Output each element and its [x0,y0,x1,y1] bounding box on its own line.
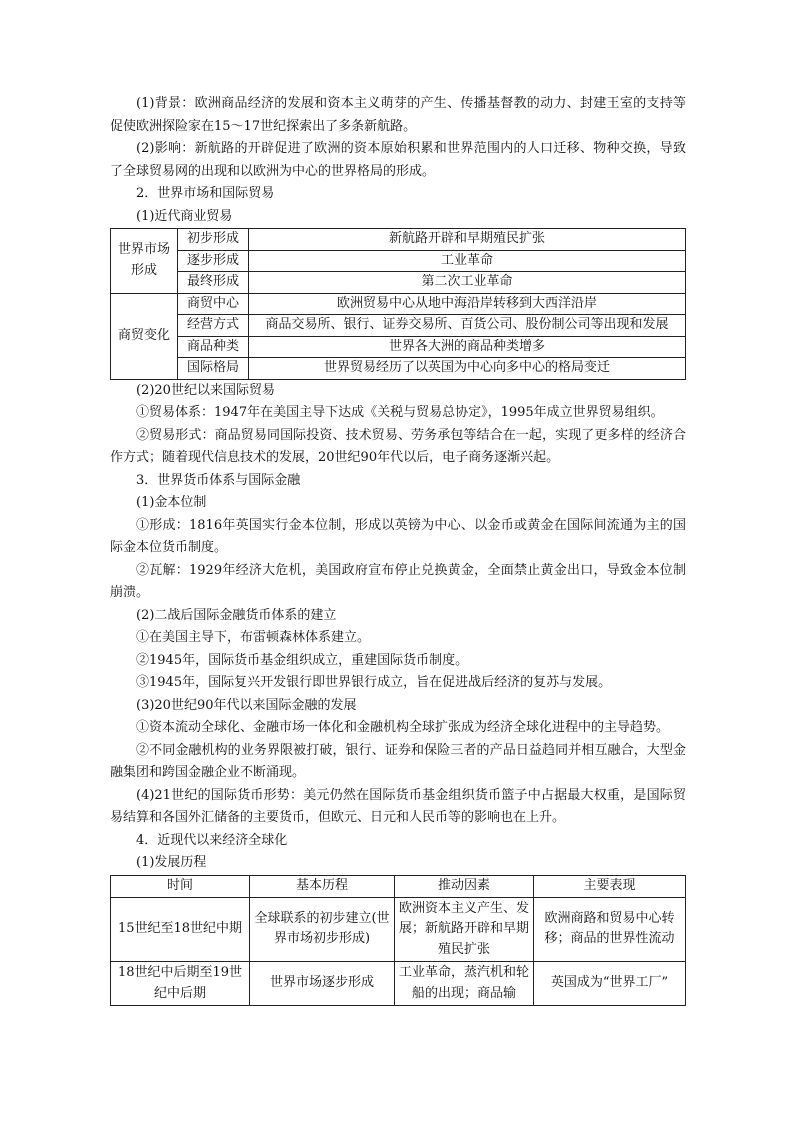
table-cell: 15世纪至18世纪中期 [111,897,250,962]
table-cell: 欧洲商路和贸易中心转移；商品的世界性流动 [534,897,686,962]
table-header-row [111,875,686,897]
section-heading-globalization: 4．近现代以来经济全球化 [136,832,288,848]
table-sub-cell: 国际格局 [178,358,249,380]
table-sub-cell: 商贸中心 [178,293,249,315]
table-row [111,250,686,272]
paragraph-bretton-woods: ①在美国主导下，布雷顿森林体系建立。 [136,630,371,645]
paragraph-trade-forms: ②贸易形式：商品贸易同国际投资、技术贸易、劳务承包等结合在一起，实现了更多样的经济合作方式；随着现代信息技术的发展，20世纪90年代以后，电子商务逐渐兴起。 [110,427,686,465]
table-header-manifestation: 主要表现 [534,875,686,897]
table-row [111,358,686,380]
table-cell: 18世纪中后期至19世纪中后期 [111,962,250,1006]
table-header-factors: 推动因素 [395,875,534,897]
subheading-postwar-system: (2)二战后国际金融货币体系的建立 [136,607,337,623]
subheading-gold-standard: (1)金本位制 [136,495,207,510]
table-sub-cell: 初步形成 [178,229,249,251]
table-text-cell: 工业革命 [249,250,686,272]
table-row [111,229,686,251]
subheading-20th-century-trade: (2)20世纪以来国际贸易 [136,382,275,398]
table-row [111,315,686,337]
section-heading-market-trade: 2．世界市场和国际贸易 [136,186,275,201]
paragraph-impact: (2)影响：新航路的开辟促进了欧洲的资本原始积累和世界范围内的人口迁移、物种交换，导致了全球贸易网的出现和以欧洲为中心的世界格局的形成。 [110,141,686,179]
table-header-time: 时间 [111,875,250,897]
table-row [111,272,686,294]
paragraph-background: (1)背景：欧洲商品经济的发展和资本主义萌芽的产生、传播基督教的动力、封建王室的支持等促使欧洲探险家在15～17世纪探索出了多条新航路。 [110,96,686,134]
table-text-cell: 世界贸易经历了以英国为中心向多中心的格局变迁 [249,358,686,380]
table-cell: 全球联系的初步建立(世界市场初步形成) [250,897,395,962]
paragraph-gold-formation: ①形成：1816年英国实行金本位制，形成以英镑为中心、以金币或黄金在国际间流通为主的国际金本位货币制度。 [110,517,686,555]
modern-trade-table [110,228,686,380]
paragraph-trade-system: ①贸易体系：1947年在美国主导下达成《关税与贸易总协定》，1995年成立世界贸易组织。 [136,405,664,420]
table-cell: 工业革命，蒸汽机和轮船的出现；商品输 [395,962,534,1006]
paragraph-imf: ②1945年，国际货币基金组织成立，重建国际货币制度。 [136,652,469,668]
subheading-modern-trade: (1)近代商业贸易 [136,208,233,224]
table-category-cell: 商贸变化 [111,293,178,379]
table-row [111,897,686,962]
table-row [111,336,686,358]
subheading-finance-since-90s: (3)20世纪90年代以来国际金融的发展 [136,697,357,713]
table-category-cell: 世界市场形成 [111,229,178,294]
document-content [110,93,686,1006]
paragraph-21st-century-currency: (4)21世纪的国际货币形势：美元仍然在国际货币基金组织货币篮子中占据最大权重，是国际贸易结算和各国外汇储备的主要货币，但欧元、日元和人民币等的影响也在上升。 [110,787,686,825]
section-heading-monetary-system: 3．世界货币体系与国际金融 [136,472,301,488]
table-row [111,293,686,315]
table-row [111,962,686,1006]
table-header-course: 基本历程 [250,875,395,897]
table-text-cell: 世界各大洲的商品种类增多 [249,336,686,358]
paragraph-world-bank: ③1945年，国际复兴开发银行即世界银行成立，旨在促进战后经济的复苏与发展。 [136,675,612,690]
table-text-cell: 第二次工业革命 [249,272,686,294]
paragraph-institution-merging: ②不同金融机构的业务界限被打破，银行、证券和保险三者的产品日益趋同并相互融合，大型金融集团和跨国金融企业不断涌现。 [110,742,686,780]
table-cell: 世界市场逐步形成 [250,962,395,1006]
table-text-cell: 新航路开辟和早期殖民扩张 [249,229,686,251]
table-sub-cell: 逐步形成 [178,250,249,272]
paragraph-capital-globalization: ①资本流动全球化、金融市场一体化和金融机构全球扩张成为经济全球化进程中的主导趋势。 [136,720,670,735]
table-text-cell: 欧洲贸易中心从地中海沿岸转移到大西洋沿岸 [249,293,686,315]
table-cell: 欧洲资本主义产生、发展；新航路开辟和早期殖民扩张 [395,897,534,962]
subheading-development-course: (1)发展历程 [136,855,207,870]
table-sub-cell: 最终形成 [178,272,249,294]
table-text-cell: 商品交易所、银行、证券交易所、百货公司、股份制公司等出现和发展 [249,315,686,337]
globalization-table [110,875,686,1007]
paragraph-gold-collapse: ②瓦解：1929年经济大危机，美国政府宣布停止兑换黄金，全面禁止黄金出口，导致金本位制崩溃。 [110,562,686,600]
table-cell: 英国成为“世界工厂” [534,962,686,1006]
table-sub-cell: 经营方式 [178,315,249,337]
table-sub-cell: 商品种类 [178,336,249,358]
